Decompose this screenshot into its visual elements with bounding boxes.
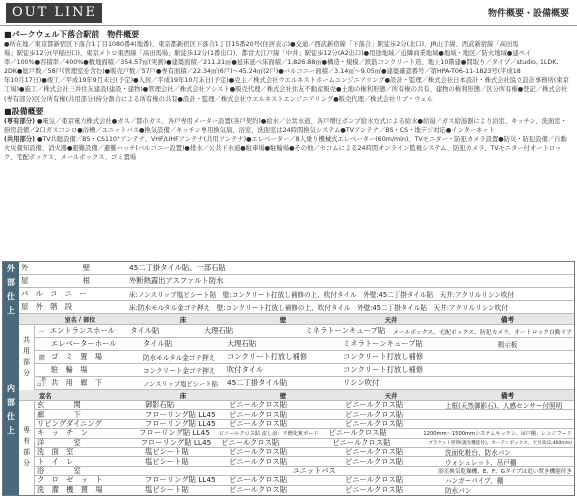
row-value: 床:ノンスリップ塩ビシート貼 壁:コンクリート打放し補修の上、吹付タイル 外壁:45二丁掛タイル貼 天井:アクリルリシン吹付 (129, 291, 515, 299)
room-note: 防水パン (445, 487, 472, 496)
floor-group (35, 338, 49, 350)
exterior-row (19, 288, 574, 301)
specs-group-label: (共用部分) (4, 135, 35, 143)
summary-body (4, 40, 573, 104)
room-note (441, 364, 574, 376)
common-row (35, 377, 574, 390)
room-note: ウォシュレット、吊戸棚 (445, 458, 517, 467)
room-ceiling: ビニールクロス貼 (345, 485, 404, 495)
room-ceiling: リシン吹付 (343, 378, 380, 387)
room-ceiling: ビニールクロス貼 (332, 437, 391, 447)
summary-title: ■パークウェル下落合駅前 物件概要 (4, 30, 140, 39)
common-header-row (19, 314, 574, 325)
room-note: ブラケット照明(調光機能付)、カーテンボックス、天井高(2,460mm) (428, 440, 572, 446)
exterior-row (19, 262, 574, 275)
room-floor: タイル貼 (143, 339, 173, 348)
floor-group: 二階以上 (37, 378, 46, 388)
room-ceiling: コンクリート打放し補修 (343, 352, 424, 361)
room-note: メールボックス、宅配ボックス、防犯カメラ、オートロック自動ドア (392, 329, 572, 336)
private-row (35, 486, 574, 495)
room-note: 浴室換気乾燥機、E、F、Gタイプは追い焚き機能付き (438, 468, 572, 475)
room-name: リビングダイニング (37, 419, 102, 428)
room-note (441, 377, 574, 389)
header-room: 室名 (39, 392, 52, 400)
exterior-row (19, 301, 574, 314)
room-name: エントランスホール (49, 326, 116, 335)
row-value: 45二丁掛タイル貼、一部石貼 (129, 263, 226, 272)
floor-group (35, 364, 49, 376)
room-wall: ビニールクロス貼 (229, 485, 288, 495)
room-ceiling: ビニールクロス貼 (328, 428, 387, 438)
private-row (35, 476, 574, 485)
room-wall: 吹付タイル (227, 365, 264, 374)
room-wall: 大理石貼 (227, 339, 257, 348)
row-name: 外 壁 (21, 263, 94, 272)
room-wall: ビニールクロス貼 (229, 475, 288, 485)
specs-title: ■設備概要 (4, 106, 44, 116)
common-row (35, 364, 574, 377)
room-wall: ビニールクロス貼 (221, 437, 280, 447)
header-note: 備考 (500, 316, 515, 324)
room-note: 掲示板 (497, 341, 518, 349)
room-floor: 防水モルタル金ゴテ押え (143, 354, 216, 362)
common-row (35, 351, 574, 364)
room-floor (141, 467, 224, 475)
room-name: 廊 下 (37, 409, 81, 419)
room-name: エレベーターホール (51, 339, 117, 348)
private-label: 専有部分 (19, 401, 35, 495)
room-wall: ビニールクロス貼 (229, 400, 288, 410)
room-note (443, 410, 574, 418)
header-note: 備考 (500, 392, 515, 400)
row-value: 外断熱露出アスファルト防水 (129, 276, 224, 285)
room-wall: ビニールクロス貼 流し前：不燃化粧ボード (218, 430, 319, 437)
row-name: 屋 根 (21, 276, 94, 285)
specs-group-label: (専有部分) (4, 117, 35, 125)
header-floor: 床 (179, 316, 187, 324)
row-name: バ ル コ ニ ー (21, 289, 87, 298)
room-name: 洋 室 (37, 437, 81, 447)
room-note: ハンガーパイプ、棚 (445, 477, 504, 486)
room-ceiling: ビニールクロス貼 (345, 409, 404, 419)
room-ceiling: ミネラトーンキューブ貼 (305, 326, 386, 335)
room-floor: フローリング貼 LL45 (145, 409, 216, 419)
side-label-exterior: 外部仕上 (6, 264, 16, 320)
private-row (35, 401, 574, 410)
room-ceiling (338, 467, 436, 475)
outline-title: OUT LINE (6, 3, 102, 23)
room-name: 洗 濯 機 置 場 (37, 485, 103, 495)
common-row (35, 338, 574, 351)
common-row (35, 325, 574, 338)
room-wall: ビニールクロス貼 (229, 447, 288, 457)
private-row (35, 429, 574, 438)
room-name: ゴ ミ 置 場 (51, 352, 103, 361)
room-ceiling: ビニールクロス貼 (345, 447, 404, 457)
header-ceiling: 天井 (384, 316, 398, 324)
header-wall: 壁 (279, 392, 287, 400)
room-wall: ユニットバス (292, 466, 336, 475)
room-wall: ビニールクロス貼 (229, 409, 288, 419)
room-name: 共 用 廊 下 (51, 378, 103, 387)
private-row (35, 410, 574, 419)
header-part-room: 室名 / 部位 (64, 315, 96, 324)
exterior-row (19, 275, 574, 288)
room-floor: フローリング貼 LL45 (145, 475, 216, 485)
room-wall: ビニールクロス貼 (229, 456, 288, 466)
header-ceiling: 天井 (384, 392, 398, 400)
private-row (35, 420, 574, 429)
room-ceiling: ビニールクロス貼 (345, 475, 404, 485)
finish-table (2, 261, 575, 496)
room-note (443, 420, 574, 428)
room-ceiling: ビニールクロス貼 (345, 456, 404, 466)
room-floor: 塩ビシート貼 (145, 447, 189, 457)
common-label: 共用部分 (19, 325, 35, 390)
summary-section (4, 29, 573, 162)
floor-group: 一 (38, 328, 45, 336)
summary-line: (専有部分)区分所有権(共用部分)持分割合による所有権の共有●設計・監理／株式会社ウエルネストエンジニアリング●販売代理／株式会社リブ・ウェル (4, 95, 433, 103)
room-name: ク ロ ゼ ッ ト (37, 475, 103, 485)
room-floor: フローリング貼 LL45 (145, 419, 216, 428)
room-note: 1200mm〜1500mmシステムキッチン、吊戸棚、レンジフード (423, 430, 572, 437)
room-wall: コンクリート打放し補修 (227, 352, 308, 361)
room-name: ト イ レ (37, 456, 74, 466)
room-name: 浴 室 (37, 466, 81, 475)
room-note: 上框(天然御影石)、人感センサー付照明 (445, 402, 563, 411)
room-ceiling: ビニールクロス貼 (345, 419, 404, 428)
specs-group-text: ●電気／東京電力株式会社●ガス／都市ガス、各戸専用メーター設置(各戸契約)●給水／公営水道、各戸増圧ポンプ給水方式による給水●給湯／ガス給湯器により浴室、キッチン、洗面室・厨房設備／2口ガスコンロ●浴槽／ユニットバス●換気設備／キッチン専用換気扇、浴室、洗面室は24時間換気システム●TVアンテナ／BS・CS・地デジ対応●インターネット (4, 117, 567, 134)
room-ceiling: ミネラトーンキューブ貼 (343, 339, 423, 348)
header-floor: 床 (179, 392, 187, 400)
room-floor: 塩ビシート貼 (145, 456, 189, 466)
room-name: 玄 関 (37, 400, 81, 410)
floor-group: 階 (38, 354, 45, 362)
summary-line: 場」駅徒歩12分(早稲田口)、東京メトロ東西線「高田馬場」駅徒歩12分(1番出口)、都営大江戸線「中井」駅徒歩12分(A2出口)●用途地域／近隣商業地域●地域・地区／防火地域●建ペイ (4, 50, 532, 58)
room-note (441, 351, 574, 363)
room-ceiling: コンクリート打放し補修 (343, 365, 424, 374)
room-name: キ ッ チ ン (37, 428, 89, 438)
specs-group-text: ●TV共聴設備／BS・CS110°アンテナ、VHF/UHFアンテナ(共用アンテナ)●エレベーター／8人乗り機械式エレベーター(60m/min)、TVモニター・防犯カメラ設置●防災・防犯設備／自動火災報知設備、消火器●避難設備／避難ハッチ(バルコニー設置)●排水／公共下水道●駐車場●駐輪場●その他／セコムによる24時間オンライン監視システム、防犯カメラ、TVモニター付オートロック、宅配ボックス、メールボックス、ゴミ置場 (4, 135, 567, 161)
room-name: 駐 輪 場 (51, 365, 88, 374)
room-floor: フローリング貼 LL45 (140, 437, 212, 447)
room-floor: コンクリート金ゴテ押え (143, 367, 216, 375)
summary-line: 2DK●総戸数／58戸(管理室を含む)●販売戸数／57戸●専有面積／22.34㎡(6戸)〜45.24㎡(2戸)●バルコニー面積／3.14㎡〜9.05㎡●建築確認番号／第HPA-T06-11-1823号(平成18 (4, 68, 521, 76)
room-floor: タイル貼 (130, 326, 160, 335)
page-header (0, 0, 577, 26)
summary-line: 年10月17日)●竣工／平成19年9月末日(予定)●入居／平成19年10月末日(予定)●売主／株式会社ウエルネストホームエンジニアリング●設計・監理／株式会社日本設計・株式会社協立設計事務所(東京 (4, 77, 569, 85)
header-part: 部位 (83, 316, 96, 324)
summary-line: ●所在地／東京都新宿区下落合1丁目1080番4(地番)、東京都新宿区下落合1丁目15番20号(住居表示)●交通／西武新宿線「下落合」駅徒歩2分(北口)、JR山手線、西武新宿線「高田馬 (4, 41, 519, 48)
room-wall: 45二丁掛タイル貼 (227, 378, 288, 387)
summary-line: 率／100%●容積率／400%●敷地面積／354.57㎡(実測)●建築面積／211.21㎡●延床延べ床面積／1,826.88㎡●構造・規模／鉄筋コンクリート造、地上10階建●間取り／タイプ／studio, 1LDK, (4, 59, 559, 67)
room-wall: 大理石貼 (203, 326, 234, 335)
row-value: 床:防水モルタル金ゴテ押え 壁:コンクリート打放し補修の上、吹付タイル 外壁:45二丁掛タイル貼 天井:アクリルリシン吹付 (129, 304, 508, 312)
summary-line: 工場)●施工／株式会社三井住友建設(建設・建物)●管理会社／株式会社アシスト●販売代理／株式会社住友不動産販売●土地の権利形態／所有権の共有、建物の権利形態／区分所有権●登記／株式会社 (4, 86, 568, 94)
header-wall: 壁 (279, 316, 287, 324)
row-name: 屋 外 階 段 (21, 302, 73, 311)
side-label-interior: 内部仕上 (6, 384, 16, 440)
room-ceiling: ビニールクロス貼 (345, 400, 404, 410)
room-floor: ノンスリップ塩ビシート貼 (143, 380, 218, 388)
room-floor: 御影石貼 (145, 400, 175, 410)
room-floor: 塩ビシート貼 (145, 485, 189, 495)
room-name: 洗 面 室 (37, 447, 74, 457)
room-floor: フローリング貼 LL45 (139, 428, 210, 438)
header-subtitle: 物件概要・設備概要 (487, 9, 569, 19)
room-wall: ビニールクロス貼 (229, 419, 288, 428)
specs-private (4, 117, 573, 135)
side-bar (3, 262, 19, 495)
specs-common (4, 135, 573, 162)
room-note: 洗面化粧台、防水パン (445, 449, 511, 458)
header-room: 室名 (64, 316, 77, 324)
